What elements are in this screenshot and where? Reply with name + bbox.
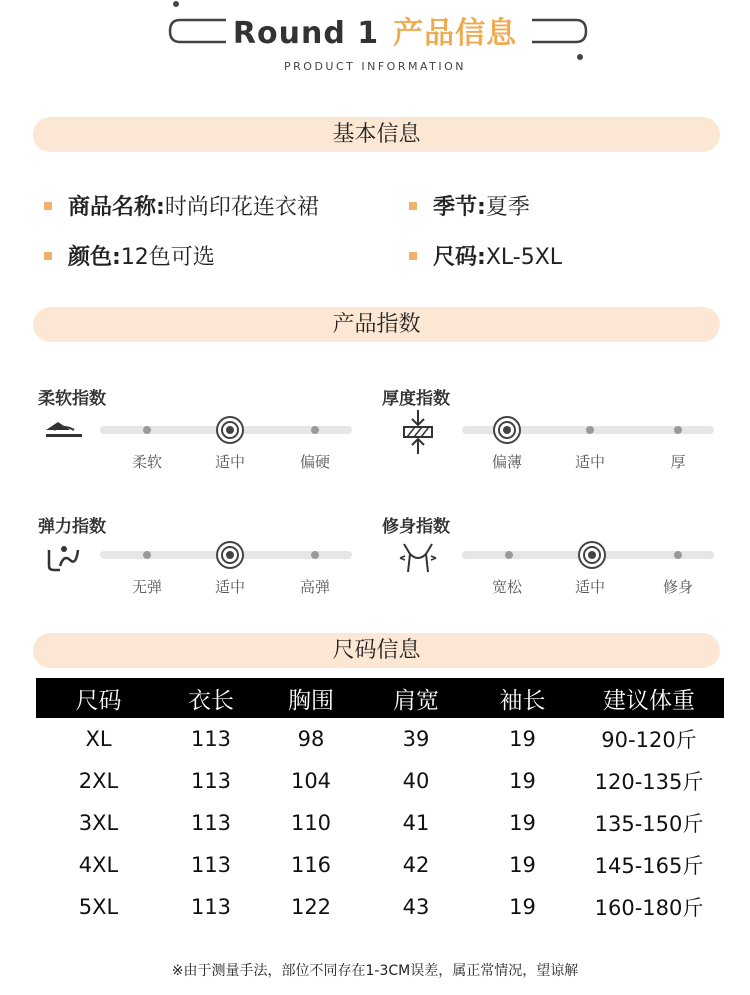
softness-dot-0 [143,426,151,434]
measurement-footnote: ※由于测量手法，部位不同存在1-3CM误差，属正常情况，望谅解 [171,963,579,979]
page-subtitle: PRODUCT INFORMATION [284,60,466,73]
fit-dot-2 [674,551,682,559]
size-info-title-bar: 尺码信息 [33,633,720,668]
size-table [36,678,724,928]
thickness-index-title: 厚度指数 [382,389,450,409]
title-chinese: 产品信息 [393,16,518,51]
column-header: 胸围 [261,678,361,718]
elasticity-selected-marker [216,541,244,569]
page-header [0,0,750,90]
size-table-header [36,678,724,718]
page-title [0,8,750,52]
info-item-color: 颜色:12色可选 [44,240,215,271]
thickness-label-1: 适中 [574,453,605,471]
info-item-size: 尺码:XL-5XL [409,240,562,271]
column-header: 衣长 [161,678,261,718]
info-item-name: 商品名称:时尚印花连衣裙 [44,190,319,221]
info-item-season: 季节:夏季 [409,190,530,221]
elasticity-index-title: 弹力指数 [38,517,106,537]
fit-label-0: 宽松 [491,578,522,596]
thickness-label-2: 厚 [670,453,686,471]
thickness-label-0: 偏薄 [491,453,522,471]
column-header: 肩宽 [361,678,471,718]
elasticity-label-2: 高弹 [299,578,330,596]
thickness-dot-1 [586,426,594,434]
bullet-icon [409,202,417,210]
indices-title-bar: 产品指数 [33,307,720,342]
softness-label-0: 柔软 [131,453,162,471]
column-header: 尺码 [36,678,161,718]
bullet-icon [44,202,52,210]
table-row: 4XL 113 116 42 19 145-165斤 [78,853,704,878]
column-header: 袖长 [471,678,574,718]
table-row: XL 113 98 39 19 90-120斤 [85,727,697,752]
table-row: 2XL 113 104 40 19 120-135斤 [78,769,704,794]
softness-icon [44,418,84,442]
fit-selected-marker [578,541,606,569]
softness-selected-marker [216,416,244,444]
fit-icon [398,542,438,576]
column-header: 建议体重 [574,678,724,718]
bullet-icon [409,252,417,260]
thickness-dot-2 [674,426,682,434]
basic-info-title-bar: 基本信息 [33,117,720,152]
softness-index-title: 柔软指数 [38,389,106,409]
bullet-icon [44,252,52,260]
fit-label-1: 适中 [574,578,605,596]
fit-index-title: 修身指数 [382,517,450,537]
thickness-icon [398,410,438,454]
table-row: 5XL 113 122 43 19 160-180斤 [78,895,704,920]
elasticity-icon [46,544,82,572]
elasticity-label-0: 无弹 [131,578,162,596]
softness-dot-2 [311,426,319,434]
elasticity-label-1: 适中 [214,578,245,596]
fit-dot-0 [505,551,513,559]
fit-label-2: 修身 [662,578,693,596]
thickness-selected-marker [493,416,521,444]
elasticity-dot-2 [311,551,319,559]
softness-label-1: 适中 [214,453,245,471]
elasticity-dot-0 [143,551,151,559]
softness-label-2: 偏硬 [299,453,330,471]
table-row: 3XL 113 110 41 19 135-150斤 [78,811,704,836]
title-english: Round 1 [232,16,380,51]
